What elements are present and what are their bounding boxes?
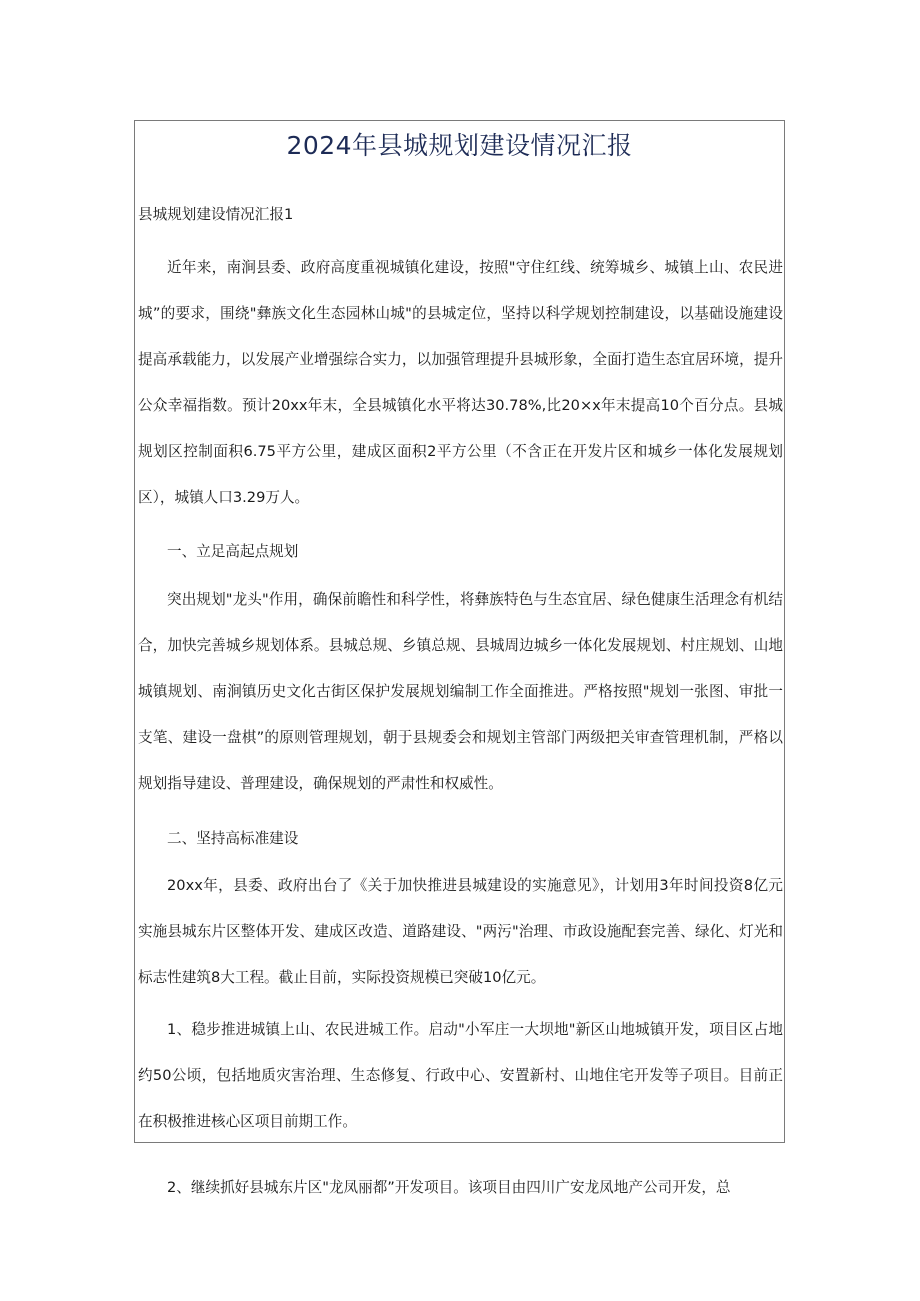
paragraph-intro: 近年来，南涧县委、政府高度重视城镇化建设，按照"守住红线、统筹城乡、城镇上山、农民进城”的要求，围绕"彝族文化生态园林山城"的县城定位，坚持以科学规划控制建设，以基础设施建设提高承载能力，以发展产业增强综合实力，以加强管理提升县城形象，全面打造生态宜居环境，提升公众幸福指数。预计20xx年末，全县城镇化水平将达30.78%,比20×x年末提高10个百分点。县城规划区控制面积6.75平方公里，建成区面积2平方公里（不含正在开发片区和城乡一体化发展规划区），城镇人口3.29万人。 [138, 259, 783, 506]
document-subtitle: 县城规划建设情况汇报1 [138, 206, 294, 223]
document-title: 2024年县城规划建设情况汇报 [286, 131, 633, 160]
section-heading-planning: 一、立足高起点规划 [167, 543, 299, 560]
paragraph-planning: 突出规划"龙头"作用，确保前瞻性和科学性，将彝族特色与生态宜居、绿色健康生活理念有机结合，加快完善城乡规划体系。县城总规、乡镇总规、县城周边城乡一体化发展规划、村庄规划、山地城镇规划、南涧镇历史文化古街区保护发展规划编制工作全面推进。严格按照"规划一张图、审批一支笔、建设一盘棋”的原则管理规划，朝于县规委会和规划主管部门两级把关审查管理机制，严格以规划指导建设、普理建设，确保规划的严肃性和权威性。 [138, 591, 783, 792]
section-heading-construction: 二、坚持高标准建设 [167, 830, 299, 847]
paragraph-item-1: 1、稳步推进城镇上山、农民进城工作。启动"小军庄一大坝地"新区山地城镇开发，项目区占地约50公顷，包括地质灾害治理、生态修复、行政中心、安置新村、山地住宅开发等子项目。目前正在积极推进核心区项目前期工作。 [138, 1021, 783, 1130]
paragraph-construction: 20xx年，县委、政府出台了《关于加快推进县城建设的实施意见》，计划用3年时间投资8亿元实施县城东片区整体开发、建成区改造、道路建设、"两污"治理、市政设施配套完善、绿化、灯光和标志性建筑8大工程。截止目前，实际投资规模已突破10亿元。 [138, 877, 783, 986]
paragraph-item-2: 2、继续抓好县城东片区"龙凤丽都”开发项目。该项目由四川广安龙凤地产公司开发，总 [167, 1179, 731, 1196]
